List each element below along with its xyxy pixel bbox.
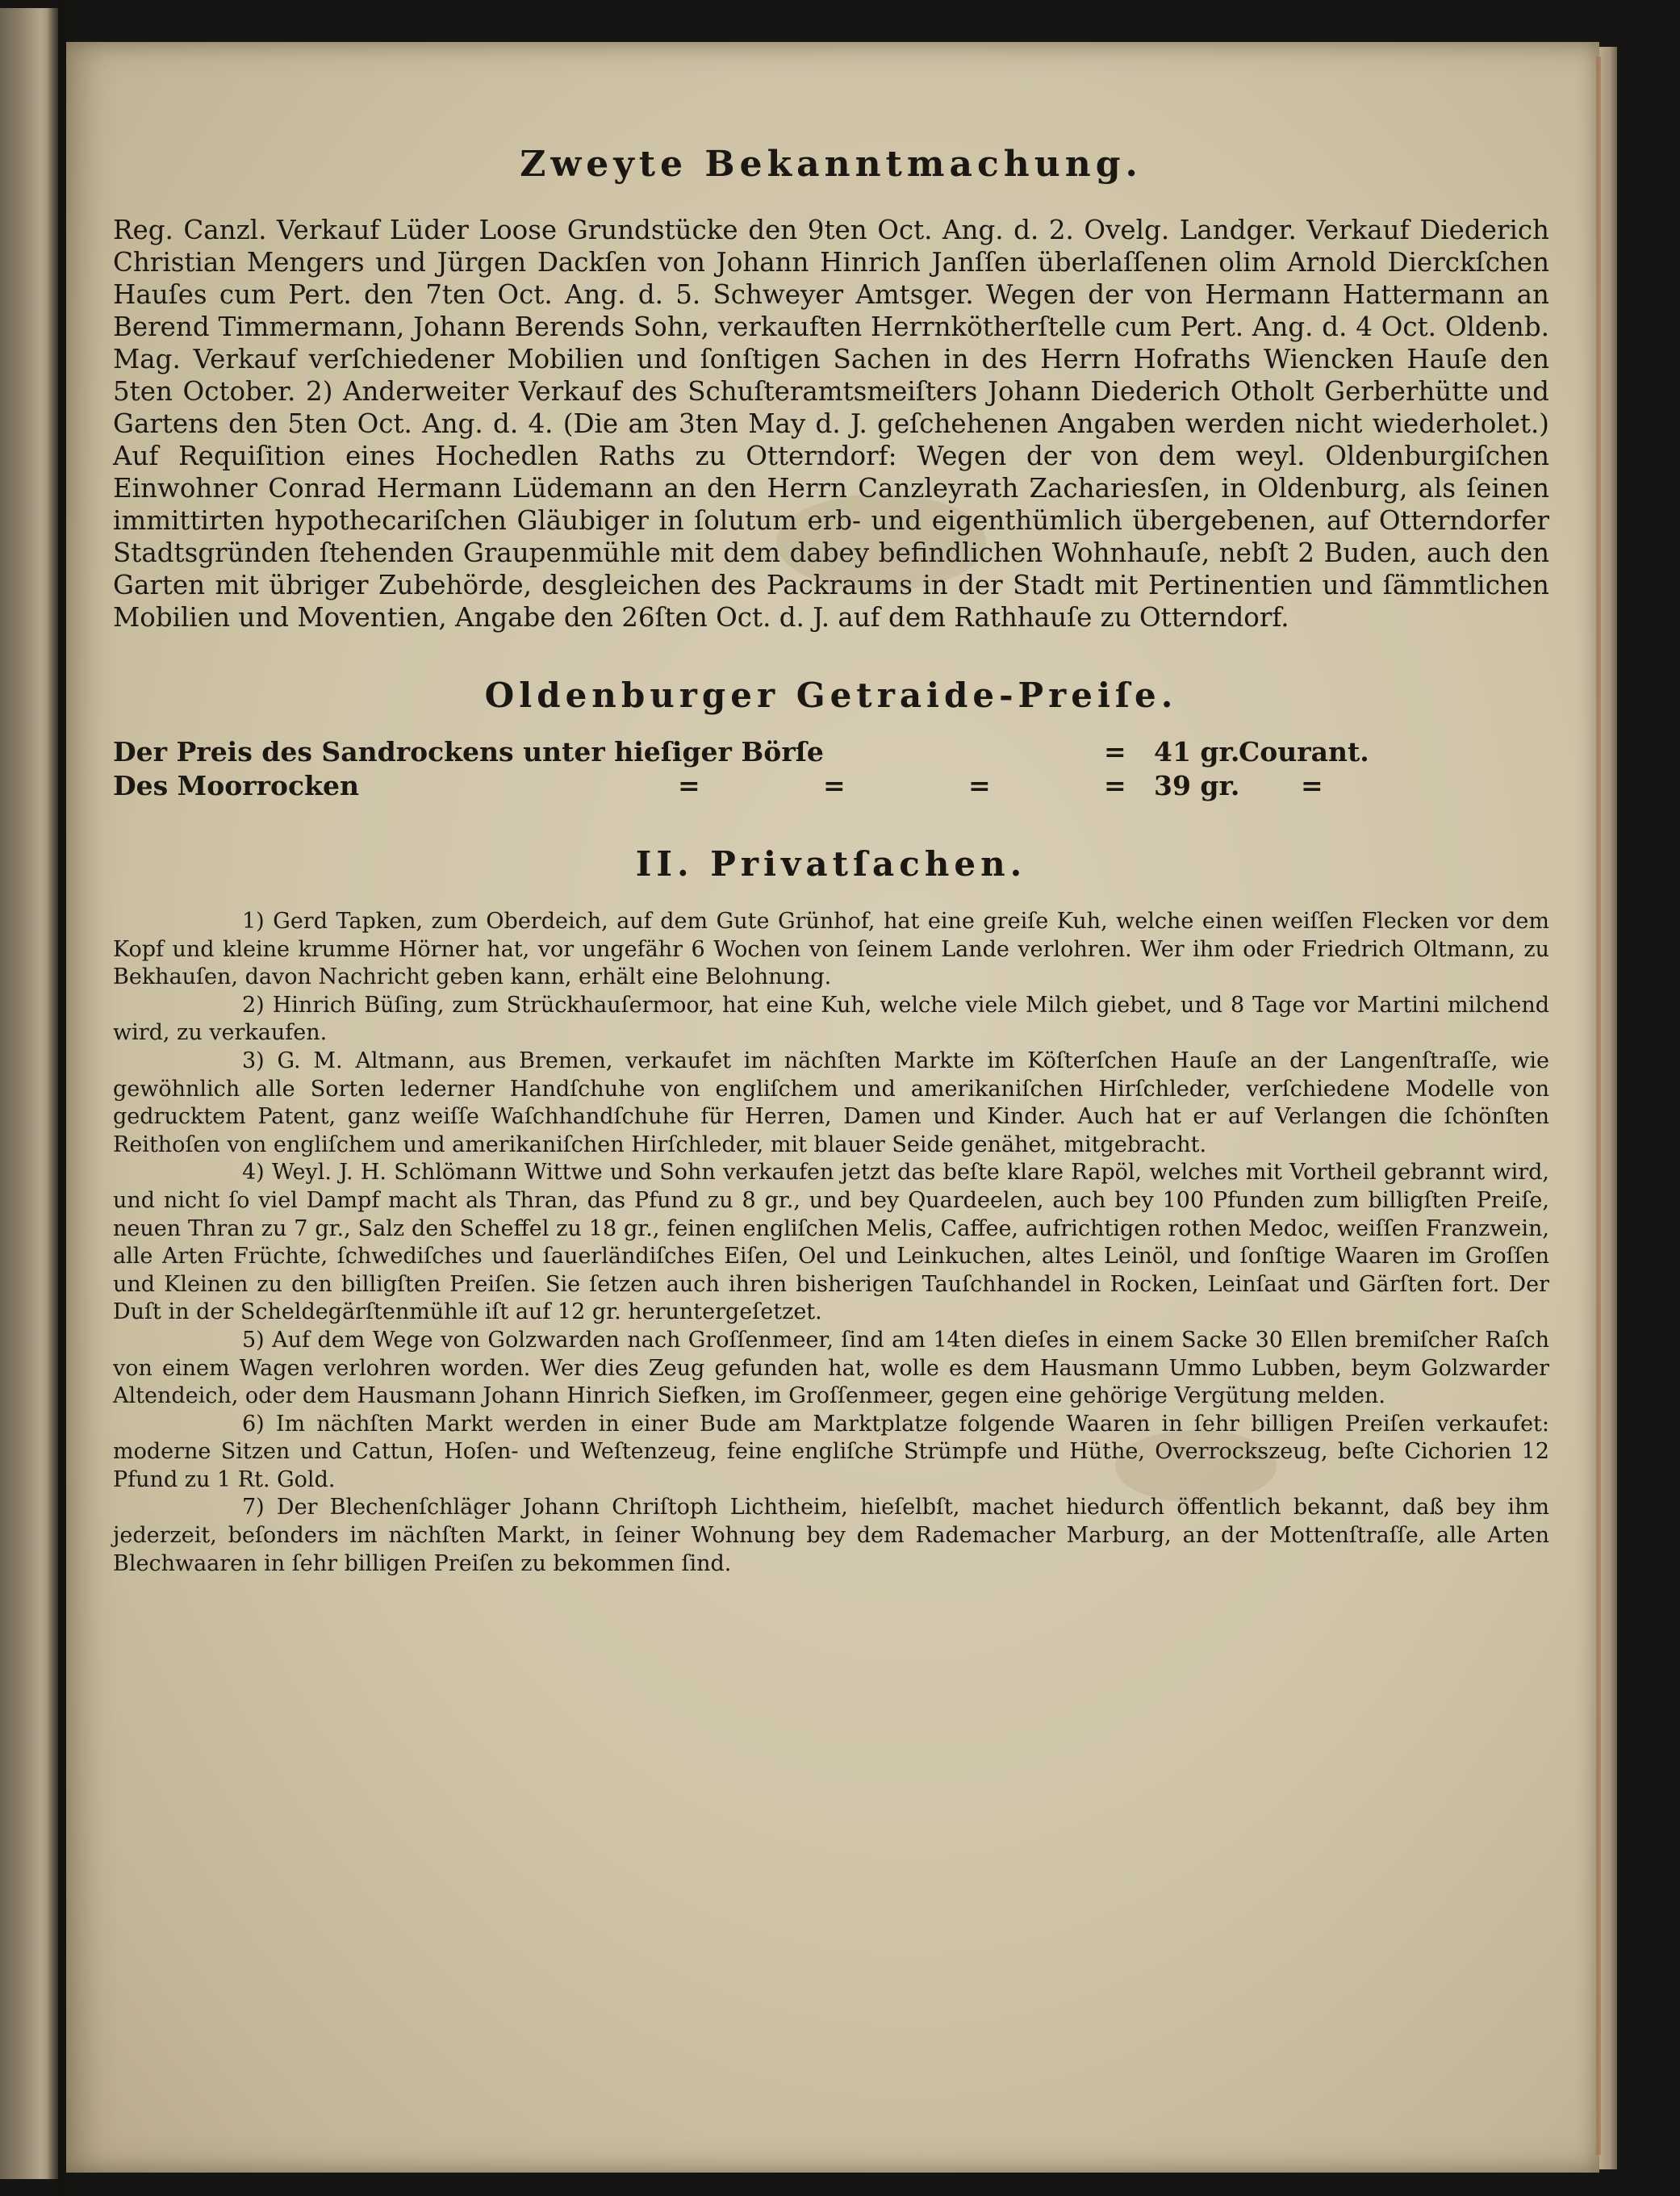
page-content <box>113 97 1549 1578</box>
private-notice-item: 1) Gerd Tapken, zum Oberdeich, auf dem Gute Grünhof, hat eine greiſe Kuh, welche einen weiſſen Flecken vor dem Kopf und kleine krumme Hörner hat, vor ungefähr 6 Wochen von ſeinem Lande verlohren. Wer ihm oder Friedrich Oltmann, zu Bekhauſen, davon Nachricht geben kann, erhält eine Belohnung. <box>113 909 1549 990</box>
ditto-mark: = <box>823 770 846 801</box>
price-label: Des Moorrocken <box>113 770 359 801</box>
page-stack-edge <box>1599 47 1617 2169</box>
grain-prices-title: Oldenburger Getraide-Preiſe. <box>484 676 1178 715</box>
price-value: 41 gr. <box>1154 736 1240 768</box>
page-edge-coloring <box>1596 56 1601 2155</box>
private-notice-item: 4) Weyl. J. H. Schlömann Wittwe und Sohn verkaufen jetzt das beſte klare Rapöl, welches mit Vortheil gebrannt wird, und nicht ſo viel Dampf macht als Thran, das Pfund zu 8 gr., und bey Quardeelen, auch bey 100 Pfunden zum billigſten Preiſe, neuen Thran zu 7 gr., Salz den Scheffel zu 18 gr., feinen engliſchen Melis, Caffee, aufrichtigen rothen Medoc, weiſſen Franzwein, alle Arten Früchte, ſchwediſches und ſauerländiſches Eiſen, Oel und Leinkuchen, altes Leinöl, und ſonſtige Waaren im Groſſen und Kleinen zu den billigſten Preiſen. Sie ſetzen auch ihren bisherigen Tauſchhandel in Rocken, Leinſaat und Gärſten fort. Der Duſt in der Scheldegärſtenmühle iſt auf 12 gr. heruntergeſetzet. <box>113 1160 1549 1325</box>
grain-price-row <box>113 770 1549 804</box>
private-notice-item: 2) Hinrich Büſing, zum Strückhauſermoor, hat eine Kuh, welche viele Milch giebet, und 8 Tage vor Martini milchend wird, zu verkaufen. <box>113 992 1549 1046</box>
private-notice-item: 7) Der Blechenſchläger Johann Chriſtoph Lichtheim, hieſelbſt, machet hiedurch öffentlich bekannt, daß bey ihm jederzeit, beſonders im nächſten Markt, in ſeiner Wohnung bey dem Rademacher Marburg, an der Mottenſtraſſe, alle Arten Blechwaaren in ſehr billigen Preiſen zu bekommen ſind. <box>113 1495 1549 1576</box>
ditto-mark: = <box>1301 770 1323 801</box>
grain-price-row <box>113 736 1549 770</box>
ditto-mark: = <box>1104 770 1126 801</box>
private-notice-item: 5) Auf dem Wege von Golzwarden nach Groſſenmeer, ſind am 14ten dieſes in einem Sacke 30 Ellen bremiſcher Raſch von einem Wagen verlohren worden. Wer dies Zeug gefunden hat, wolle es dem Hausmann Ummo Lubben, beym Golzwarder Altendeich, oder dem Hausmann Johann Hinrich Siefken, im Groſſenmeer, gegen eine gehörige Vergütung melden. <box>113 1327 1549 1409</box>
private-notice-item: 6) Im nächſten Markt werden in einer Bude am Marktplatze folgende Waaren in ſehr billigen Preiſen verkaufet: moderne Sitzen und Cattun, Hoſen- und Weſtenzeug, feine engliſche Strümpfe und Hüthe, Overrockszeug, beſte Cichorien 12 Pfund zu 1 Rt. Gold. <box>113 1411 1549 1492</box>
official-notices-paragraph: Reg. Canzl. Verkauf Lüder Loose Grundstücke den 9ten Oct. Ang. d. 2. Ovelg. Landger. Verkauf Diederich Christian Mengers und Jürgen Dackſen von Johann Hinrich Janſſen überlaſſenen olim Arnold Dierckſchen Hauſes cum Pert. den 7ten Oct. Ang. d. 5. Schweyer Amtsger. Wegen der von Hermann Hattermann an Berend Timmermann, Johann Berends Sohn, verkauften Herrnkötherſtelle cum Pert. Ang. d. 4 Oct. Oldenb. Mag. Verkauf verſchiedener Mobilien und ſonſtigen Sachen in des Herrn Hofraths Wiencken Hauſe den 5ten October. 2) Anderweiter Verkauf des Schuſteramtsmeiſters Johann Diederich Otholt Gerberhütte und Gartens den 5ten Oct. Ang. d. 4. (Die am 3ten May d. J. geſchehenen Angaben werden nicht wiederholet.) Auf Requiſition eines Hochedlen Raths zu Otterndorf: Wegen der von dem weyl. Oldenburgiſchen Einwohner Conrad Hermann Lüdemann an den Herrn Canzleyrath Zachariesſen, in Oldenburg, als ſeinen immittirten hypothecariſchen Gläubiger in ſolutum erb- und eigenthümlich übergebenen, auf Otterndorfer Stadtsgründen ſtehenden Graupenmühle mit dem dabey befindlichen Wohnhauſe, nebſt 2 Buden, auch den Garten mit übriger Zubehörde, desgleichen des Packraums in der Stadt mit Pertinentien und ſämmtlichen Mobilien und Moventien, Angabe den 26ſten Oct. d. J. auf dem Rathhauſe zu Otterndorf. <box>113 215 1549 633</box>
ditto-mark: = <box>678 770 700 801</box>
private-notice-item: 3) G. M. Altmann, aus Bremen, verkaufet im nächſten Markte im Köſterſchen Hauſe an der Langenſtraſſe, wie gewöhnlich alle Sorten lederner Handſchuhe von engliſchem und amerikaniſchen Hirſchleder, verſchiedene Modelle von gedrucktem Patent, ganz weiſſe Waſchhandſchuhe für Herren, Damen und Kinder. Auch hat er auf Verlangen die ſchönſten Reithoſen von engliſchem und amerikaniſchen Hirſchleder, mit blauer Seide genähet, mitgebracht. <box>113 1048 1549 1157</box>
section-title: Zweyte Bekanntmachung. <box>520 144 1143 185</box>
ditto-mark: = <box>968 770 991 801</box>
price-value: 39 gr. <box>1154 770 1240 801</box>
price-label: Der Preis des Sandrockens unter hieſiger Börſe <box>113 736 824 768</box>
ditto-mark: = <box>1104 736 1126 768</box>
price-currency: Courant. <box>1239 736 1369 768</box>
private-section-title: II. Privatſachen. <box>635 844 1027 884</box>
